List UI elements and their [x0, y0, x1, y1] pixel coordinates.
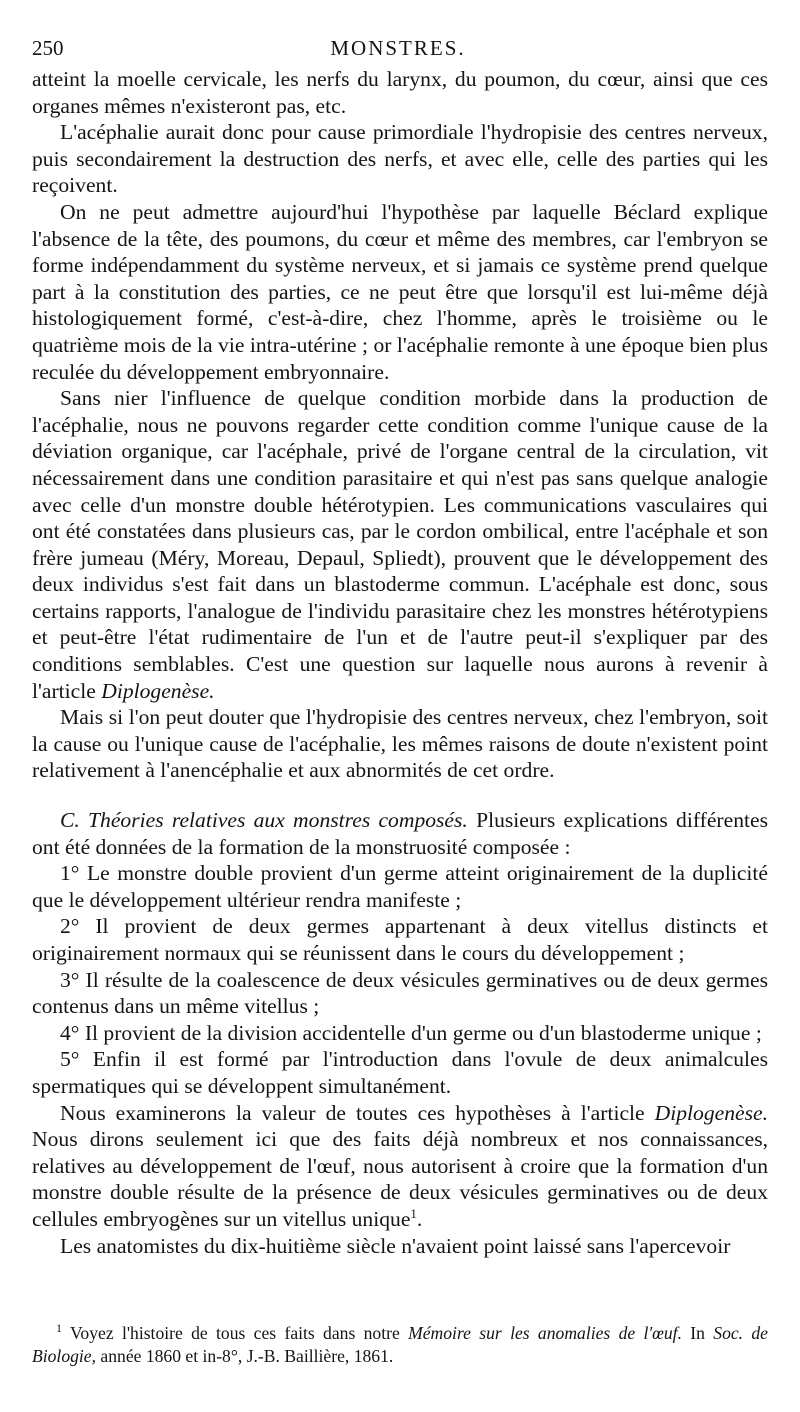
list-item-5: 5° Enfin il est formé par l'introduction dans l'ovule de deux animalcules spermatiques qui se développent simultanément. — [32, 1047, 768, 1098]
paragraph-text: . — [416, 1206, 423, 1231]
footnote-title: Mémoire sur les anomalies de l'œuf. — [408, 1323, 682, 1343]
paragraph-morbid-condition — [32, 385, 768, 704]
paragraph-acephalie-cause: L'acéphalie aurait donc pour cause primordiale l'hydropisie des centres nerveux, puis secondairement la destruction des nerfs, et avec elle, celle des parties qui les reçoivent. — [32, 120, 768, 198]
paragraph-text: Plusieurs explications différentes ont été données de la formation de la monstruosité composée : — [32, 808, 768, 859]
footnote — [32, 1322, 768, 1368]
section-heading-paragraph — [32, 807, 768, 860]
page-number: 250 — [32, 36, 64, 60]
paragraph-beclard-hypothesis: On ne peut admettre aujourd'hui l'hypothèse par laquelle Béclard explique l'absence de la tête, des poumons, du cœur et même des membres, car l'embryon se forme indépendamment du système nerveux, et si jamais ce système prend quelque part à la constitution des parties, ce ne peut être que lorsqu'il est lui-même déjà histologiquement formé, c'est-à-dire, chez l'homme, après le troisième ou le quatrième mois de la vie intra-utérine ; or l'acéphalie remonte à une époque bien plus reculée du développement embryonnaire. — [32, 199, 768, 384]
paragraph-hypotheses — [32, 1100, 768, 1233]
list-item-2: 2° Il provient de deux germes appartenant à deux vitellus distincts et originairement normaux qui se réunissent dans le cours du développement ; — [32, 914, 768, 965]
section-heading: C. Théories relatives aux monstres composés. — [60, 808, 468, 833]
body-text — [32, 66, 768, 1259]
article-reference: Diplogenèse. — [654, 1100, 768, 1125]
list-item-1: 1° Le monstre double provient d'un germe atteint originairement de la duplicité que le développement ultérieur rendra manifeste ; — [32, 861, 768, 912]
paragraph-anatomists: Les anatomistes du dix-huitième siècle n'avaient point laissé sans l'apercevoir — [60, 1233, 731, 1258]
footnote-text: Voyez l'histoire de tous ces faits dans notre — [62, 1323, 409, 1343]
paragraph-text: Nous dirons seulement ici que des faits déjà nombreux et nos connaissances, relatives au développement de l'œuf, nous autorisent à croire que la formation d'un monstre double résulte de la présence de deux vésicules germinatives ou de deux cellules embryogènes sur un vitellus unique — [32, 1127, 768, 1231]
list-item-3: 3° Il résulte de la coalescence de deux vésicules germinatives ou de deux germes contenus dans un même vitellus ; — [32, 967, 768, 1019]
paragraph-continuation: atteint la moelle cervicale, les nerfs du larynx, du poumon, du cœur, ainsi que ces organes mêmes n'existeront pas, etc. — [32, 67, 768, 118]
article-reference: Diplogenèse. — [101, 678, 215, 703]
footnote-journal: Soc. de Biologie, — [32, 1323, 768, 1366]
running-title: MONSTRES. — [330, 36, 466, 60]
page-header — [32, 36, 764, 66]
paragraph-text: Nous examinerons la valeur de toutes ces hypothèses à l'article — [60, 1100, 655, 1125]
footnote-text: année 1860 et in-8°, J.-B. Baillière, 1861. — [96, 1346, 394, 1366]
footnote-reference[interactable]: 1 — [410, 1205, 417, 1221]
footnote-text: In — [681, 1323, 714, 1343]
paragraph-anencephalie: Mais si l'on peut douter que l'hydropisie des centres nerveux, chez l'embryon, soit la cause ou l'unique cause de l'acéphalie, les mêmes raisons de doute n'existent point relativement à l'anencéphalie et aux abnormités de cet ordre. — [32, 705, 768, 783]
list-item-4: 4° Il provient de la division accidentelle d'un germe ou d'un blastoderme unique ; — [60, 1020, 762, 1045]
paragraph-text: Sans nier l'influence de quelque condition morbide dans la production de l'acéphalie, nous ne pouvons regarder cette condition comme l'unique cause de la déviation organique, car l'acéphale, privé de l'organe central de la circulation, vit nécessairement dans une condition parasitaire et qui n'est pas sans quelque analogie avec celle d'un monstre double hétérotypien. Les communications vasculaires qui ont été constatées dans plusieurs cas, par le cordon ombilical, entre l'acéphale et son frère jumeau (Méry, Moreau, Depaul, Spliedt), prouvent que le développement des deux individus s'est fait dans un blastoderme commun. L'acéphale est donc, sous certains rapports, l'analogue de l'individu parasitaire chez les monstres hétérotypiens et peut-être l'état rudimentaire de l'un et de l'autre peut-il s'expliquer par des conditions semblables. C'est une question sur laquelle nous aurons à revenir à l'article — [32, 386, 768, 703]
footnote-number: 1 — [56, 1321, 62, 1336]
